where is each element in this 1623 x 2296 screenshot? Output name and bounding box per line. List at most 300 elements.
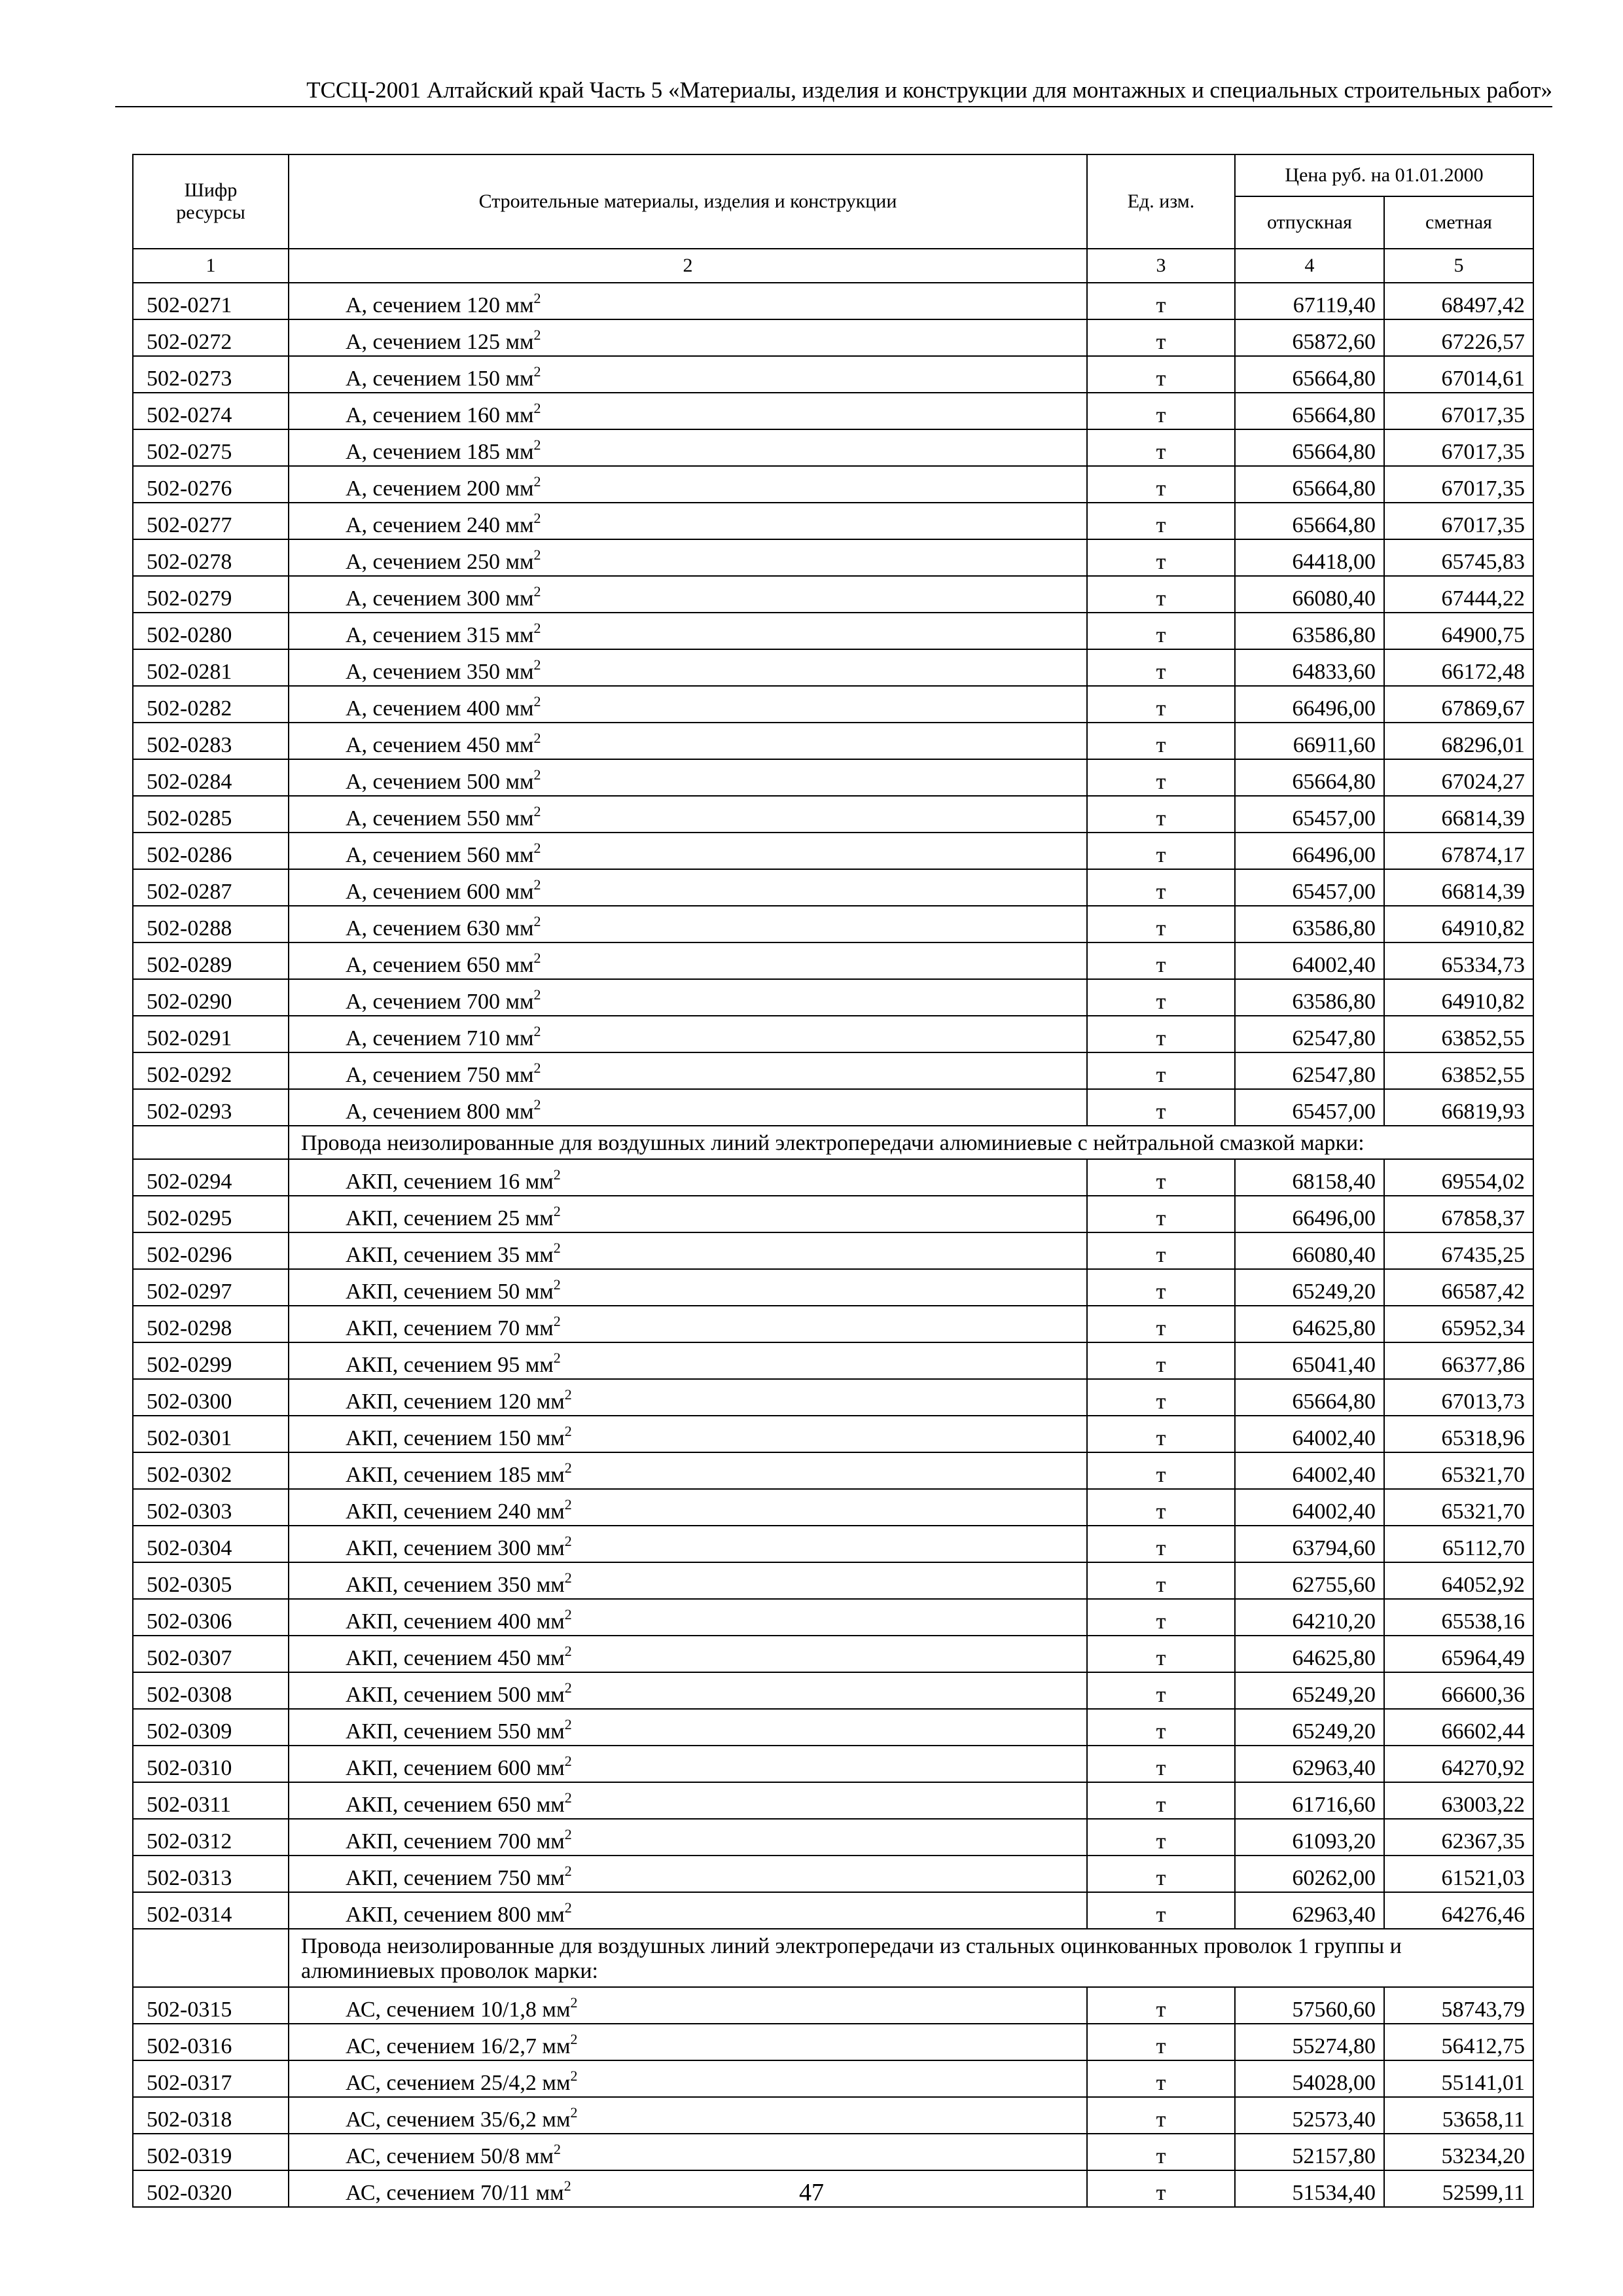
estimate-price-cell: 67024,27 (1384, 759, 1533, 796)
unit-superscript: 2 (564, 1460, 572, 1476)
material-name-cell (289, 1416, 1087, 1452)
resource-code-cell: 502-0288 (133, 906, 289, 942)
unit-superscript: 2 (533, 1023, 541, 1039)
material-name-cell (289, 393, 1087, 429)
material-name-cell (289, 1892, 1087, 1929)
estimate-price-cell: 64910,82 (1384, 906, 1533, 942)
material-name-cell (289, 1089, 1087, 1126)
table-row (133, 1782, 1533, 1819)
estimate-price-cell: 65952,34 (1384, 1306, 1533, 1342)
material-name-cell (289, 1526, 1087, 1562)
unit-superscript: 2 (564, 1386, 572, 1403)
material-name-cell (289, 906, 1087, 942)
estimate-price-cell: 56412,75 (1384, 2024, 1533, 2060)
column-header-code: Шифр ресурсы (133, 154, 289, 249)
resource-code-cell: 502-0315 (133, 1987, 289, 2024)
resource-code-cell: 502-0285 (133, 796, 289, 833)
release-price-cell: 66496,00 (1235, 1196, 1384, 1232)
table-row (133, 1489, 1533, 1526)
release-price-cell: 64210,20 (1235, 1599, 1384, 1636)
unit-cell: т (1087, 1636, 1235, 1672)
unit-superscript: 2 (564, 1789, 572, 1806)
unit-superscript: 2 (570, 1994, 578, 2011)
resource-code-cell: 502-0276 (133, 466, 289, 503)
material-name-cell (289, 1709, 1087, 1746)
material-name-cell (289, 833, 1087, 869)
material-name: А, сечением 800 мм (346, 1100, 534, 1124)
header-divider (115, 106, 1552, 107)
section-code-cell (133, 1126, 289, 1159)
page-header: ТССЦ-2001 Алтайский край Часть 5 «Материалы, изделия и конструкции для монтажных и специальных строительных работ» (306, 77, 1552, 103)
material-name: АКП, сечением 650 мм (346, 1793, 565, 1817)
resource-code-cell: 502-0281 (133, 649, 289, 686)
material-name-cell (289, 1016, 1087, 1052)
resource-code-cell: 502-0305 (133, 1562, 289, 1599)
unit-superscript: 2 (533, 327, 541, 343)
estimate-price-cell: 52599,11 (1384, 2170, 1533, 2207)
table-row (133, 1379, 1533, 1416)
estimate-price-cell: 65964,49 (1384, 1636, 1533, 1672)
release-price-cell: 66080,40 (1235, 576, 1384, 613)
unit-superscript: 2 (553, 1276, 561, 1293)
estimate-price-cell: 61521,03 (1384, 1856, 1533, 1892)
table-row (133, 1562, 1533, 1599)
unit-superscript: 2 (533, 400, 541, 416)
unit-cell: т (1087, 356, 1235, 393)
material-name: АКП, сечением 700 мм (346, 1829, 565, 1854)
release-price-cell: 65457,00 (1235, 1089, 1384, 1126)
material-name-cell (289, 1379, 1087, 1416)
estimate-price-cell: 66814,39 (1384, 796, 1533, 833)
estimate-price-cell: 67226,57 (1384, 319, 1533, 356)
material-name: А, сечением 250 мм (346, 550, 534, 574)
table-row (133, 1709, 1533, 1746)
material-name: А, сечением 560 мм (346, 843, 534, 867)
material-name-cell (289, 2134, 1087, 2170)
estimate-price-cell: 66814,39 (1384, 869, 1533, 906)
estimate-price-cell: 65745,83 (1384, 539, 1533, 576)
unit-superscript: 2 (533, 437, 541, 453)
unit-cell: т (1087, 1159, 1235, 1196)
resource-code-cell: 502-0286 (133, 833, 289, 869)
estimate-price-cell: 68296,01 (1384, 723, 1533, 759)
estimate-price-cell: 64900,75 (1384, 613, 1533, 649)
estimate-price-cell: 65538,16 (1384, 1599, 1533, 1636)
table-row (133, 796, 1533, 833)
estimate-price-cell: 63003,22 (1384, 1782, 1533, 1819)
material-name: АС, сечением 25/4,2 мм (346, 2071, 571, 2095)
estimate-price-cell: 65321,70 (1384, 1452, 1533, 1489)
resource-code-cell: 502-0282 (133, 686, 289, 723)
table-row (133, 393, 1533, 429)
material-name-cell (289, 613, 1087, 649)
table-row (133, 1599, 1533, 1636)
estimate-price-cell: 65112,70 (1384, 1526, 1533, 1562)
unit-cell: т (1087, 1562, 1235, 1599)
unit-cell: т (1087, 393, 1235, 429)
resource-code-cell: 502-0283 (133, 723, 289, 759)
resource-code-cell: 502-0311 (133, 1782, 289, 1819)
resource-code-cell: 502-0273 (133, 356, 289, 393)
unit-cell: т (1087, 1052, 1235, 1089)
unit-cell: т (1087, 942, 1235, 979)
release-price-cell: 65457,00 (1235, 869, 1384, 906)
section-row (133, 1126, 1533, 1159)
release-price-cell: 63794,60 (1235, 1526, 1384, 1562)
unit-superscript: 2 (533, 473, 541, 490)
release-price-cell: 52573,40 (1235, 2097, 1384, 2134)
resource-code-cell: 502-0316 (133, 2024, 289, 2060)
release-price-cell: 65664,80 (1235, 393, 1384, 429)
release-price-cell: 63586,80 (1235, 979, 1384, 1016)
unit-superscript: 2 (553, 1166, 561, 1183)
material-name: АКП, сечением 150 мм (346, 1426, 565, 1450)
column-number: 1 (133, 249, 289, 283)
unit-cell: т (1087, 1987, 1235, 2024)
estimate-price-cell: 67435,25 (1384, 1232, 1533, 1269)
unit-superscript: 2 (553, 1203, 561, 1219)
resource-code-cell: 502-0284 (133, 759, 289, 796)
material-name-cell (289, 1782, 1087, 1819)
unit-cell: т (1087, 1892, 1235, 1929)
estimate-price-cell: 64276,46 (1384, 1892, 1533, 1929)
unit-superscript: 2 (533, 510, 541, 526)
material-name: А, сечением 650 мм (346, 953, 534, 977)
estimate-price-cell: 55141,01 (1384, 2060, 1533, 2097)
unit-cell: т (1087, 1306, 1235, 1342)
unit-superscript: 2 (564, 1716, 572, 1732)
table-row (133, 2097, 1533, 2134)
material-name: АКП, сечением 120 мм (346, 1390, 565, 1414)
unit-superscript: 2 (533, 693, 541, 709)
release-price-cell: 57560,60 (1235, 1987, 1384, 2024)
release-price-cell: 65249,20 (1235, 1269, 1384, 1306)
table-row (133, 1159, 1533, 1196)
release-price-cell: 65664,80 (1235, 429, 1384, 466)
unit-superscript: 2 (533, 950, 541, 966)
material-name-cell (289, 283, 1087, 319)
material-name: А, сечением 630 мм (346, 916, 534, 941)
unit-superscript: 2 (533, 730, 541, 746)
unit-cell: т (1087, 1709, 1235, 1746)
unit-cell: т (1087, 283, 1235, 319)
estimate-price-cell: 66172,48 (1384, 649, 1533, 686)
resource-code-cell: 502-0295 (133, 1196, 289, 1232)
resource-code-cell: 502-0310 (133, 1746, 289, 1782)
table-row (133, 429, 1533, 466)
estimate-price-cell: 63852,55 (1384, 1016, 1533, 1052)
table-row (133, 869, 1533, 906)
unit-superscript: 2 (564, 1899, 572, 1916)
release-price-cell: 52157,80 (1235, 2134, 1384, 2170)
material-name: АС, сечением 10/1,8 мм (346, 1998, 571, 2022)
unit-cell: т (1087, 503, 1235, 539)
unit-superscript: 2 (533, 766, 541, 783)
table-row (133, 1269, 1533, 1306)
unit-superscript: 2 (553, 1350, 561, 1366)
column-number: 5 (1384, 249, 1533, 283)
resource-code-cell: 502-0301 (133, 1416, 289, 1452)
unit-superscript: 2 (533, 656, 541, 673)
table-row (133, 2134, 1533, 2170)
unit-superscript: 2 (564, 1570, 572, 1586)
material-name-cell (289, 2097, 1087, 2134)
release-price-cell: 65664,80 (1235, 466, 1384, 503)
table-row (133, 2060, 1533, 2097)
release-price-cell: 65664,80 (1235, 1379, 1384, 1416)
material-name: А, сечением 710 мм (346, 1026, 534, 1050)
material-name-cell (289, 1746, 1087, 1782)
resource-code-cell: 502-0307 (133, 1636, 289, 1672)
material-name: АКП, сечением 70 мм (346, 1316, 554, 1340)
release-price-cell: 60262,00 (1235, 1856, 1384, 1892)
unit-superscript: 2 (564, 1423, 572, 1439)
material-name-cell (289, 1196, 1087, 1232)
resource-code-cell: 502-0313 (133, 1856, 289, 1892)
material-name: А, сечением 200 мм (346, 476, 534, 501)
material-name-cell (289, 319, 1087, 356)
material-name: А, сечением 120 мм (346, 293, 534, 317)
unit-cell: т (1087, 2097, 1235, 2134)
resource-code-cell: 502-0297 (133, 1269, 289, 1306)
estimate-price-cell: 67017,35 (1384, 503, 1533, 539)
unit-cell: т (1087, 2024, 1235, 2060)
estimate-price-cell: 66602,44 (1384, 1709, 1533, 1746)
table-row (133, 1987, 1533, 2024)
table-row (133, 1819, 1533, 1856)
section-heading: Провода неизолированные для воздушных линий электропередачи из стальных оцинкованных проволок 1 группы и алюминиевых проволок марки: (289, 1929, 1533, 1987)
unit-cell: т (1087, 319, 1235, 356)
table-row (133, 1016, 1533, 1052)
unit-cell: т (1087, 2170, 1235, 2207)
estimate-price-cell: 67017,35 (1384, 393, 1533, 429)
unit-cell: т (1087, 759, 1235, 796)
resource-code-cell: 502-0274 (133, 393, 289, 429)
resource-code-cell: 502-0319 (133, 2134, 289, 2170)
release-price-cell: 65041,40 (1235, 1342, 1384, 1379)
table-row (133, 1672, 1533, 1709)
material-name-cell (289, 466, 1087, 503)
estimate-price-cell: 67013,73 (1384, 1379, 1533, 1416)
release-price-cell: 51534,40 (1235, 2170, 1384, 2207)
unit-superscript: 2 (533, 1060, 541, 1076)
estimate-price-cell: 67869,67 (1384, 686, 1533, 723)
material-name: А, сечением 550 мм (346, 806, 534, 831)
release-price-cell: 65249,20 (1235, 1672, 1384, 1709)
release-price-cell: 64625,80 (1235, 1636, 1384, 1672)
material-name: АС, сечением 35/6,2 мм (346, 2108, 571, 2132)
resource-code-cell: 502-0304 (133, 1526, 289, 1562)
table-row (133, 576, 1533, 613)
table-row (133, 906, 1533, 942)
table-row (133, 942, 1533, 979)
unit-superscript: 2 (564, 1826, 572, 1842)
unit-cell: т (1087, 1526, 1235, 1562)
material-name-cell (289, 503, 1087, 539)
unit-cell: т (1087, 1196, 1235, 1232)
material-name: АКП, сечением 500 мм (346, 1683, 565, 1707)
estimate-price-cell: 58743,79 (1384, 1987, 1533, 2024)
unit-cell: т (1087, 1016, 1235, 1052)
resource-code-cell: 502-0302 (133, 1452, 289, 1489)
material-name: АКП, сечением 185 мм (346, 1463, 565, 1487)
estimate-price-cell: 65321,70 (1384, 1489, 1533, 1526)
material-name: А, сечением 240 мм (346, 513, 534, 537)
section-code-cell (133, 1929, 289, 1987)
release-price-cell: 65249,20 (1235, 1709, 1384, 1746)
unit-cell: т (1087, 1672, 1235, 1709)
resource-code-cell: 502-0320 (133, 2170, 289, 2207)
table-row (133, 1746, 1533, 1782)
unit-superscript: 2 (564, 1679, 572, 1696)
material-name-cell (289, 686, 1087, 723)
estimate-price-cell: 63852,55 (1384, 1052, 1533, 1089)
table-row (133, 1196, 1533, 1232)
table-row (133, 1526, 1533, 1562)
resource-code-cell: 502-0290 (133, 979, 289, 1016)
table-row (133, 1342, 1533, 1379)
material-name-cell (289, 2060, 1087, 2097)
resource-code-cell: 502-0292 (133, 1052, 289, 1089)
material-name-cell (289, 1342, 1087, 1379)
material-name: АКП, сечением 240 мм (346, 1499, 565, 1524)
unit-superscript: 2 (553, 1240, 561, 1256)
resource-code-cell: 502-0277 (133, 503, 289, 539)
resource-code-cell: 502-0278 (133, 539, 289, 576)
estimate-price-cell: 67017,35 (1384, 466, 1533, 503)
unit-superscript: 2 (553, 1313, 561, 1329)
unit-superscript: 2 (564, 1496, 572, 1513)
release-price-cell: 65457,00 (1235, 796, 1384, 833)
unit-cell: т (1087, 1489, 1235, 1526)
unit-cell: т (1087, 2060, 1235, 2097)
unit-superscript: 2 (553, 2141, 561, 2157)
unit-cell: т (1087, 1782, 1235, 1819)
column-number: 2 (289, 249, 1087, 283)
release-price-cell: 63586,80 (1235, 906, 1384, 942)
unit-cell: т (1087, 906, 1235, 942)
unit-superscript: 2 (533, 913, 541, 929)
resource-code-cell: 502-0306 (133, 1599, 289, 1636)
release-price-cell: 62963,40 (1235, 1746, 1384, 1782)
table-row (133, 979, 1533, 1016)
material-name-cell (289, 539, 1087, 576)
column-header-estimate-price: сметная (1384, 196, 1533, 249)
release-price-cell: 65664,80 (1235, 503, 1384, 539)
release-price-cell: 68158,40 (1235, 1159, 1384, 1196)
resource-code-cell: 502-0299 (133, 1342, 289, 1379)
resource-code-cell: 502-0293 (133, 1089, 289, 1126)
release-price-cell: 64002,40 (1235, 1452, 1384, 1489)
unit-superscript: 2 (533, 547, 541, 563)
table-row (133, 1892, 1533, 1929)
table-row (133, 1636, 1533, 1672)
material-name-cell (289, 2024, 1087, 2060)
table-row (133, 319, 1533, 356)
page-number: 47 (799, 2179, 824, 2206)
unit-superscript: 2 (570, 2031, 578, 2047)
resource-code-cell: 502-0289 (133, 942, 289, 979)
material-name-cell (289, 1599, 1087, 1636)
material-name: АКП, сечением 35 мм (346, 1243, 554, 1267)
release-price-cell: 64002,40 (1235, 942, 1384, 979)
column-header-release-price: отпускная (1235, 196, 1384, 249)
unit-superscript: 2 (533, 363, 541, 380)
table-row (133, 356, 1533, 393)
material-name-cell (289, 1306, 1087, 1342)
material-name: А, сечением 400 мм (346, 696, 534, 721)
table-row (133, 2024, 1533, 2060)
unit-superscript: 2 (564, 1533, 572, 1549)
table-row (133, 503, 1533, 539)
unit-cell: т (1087, 539, 1235, 576)
table-row (133, 1856, 1533, 1892)
resource-code-cell: 502-0298 (133, 1306, 289, 1342)
estimate-price-cell: 69554,02 (1384, 1159, 1533, 1196)
unit-cell: т (1087, 1269, 1235, 1306)
release-price-cell: 65664,80 (1235, 759, 1384, 796)
release-price-cell: 62963,40 (1235, 1892, 1384, 1929)
resource-code-cell: 502-0271 (133, 283, 289, 319)
estimate-price-cell: 66587,42 (1384, 1269, 1533, 1306)
material-name: А, сечением 700 мм (346, 990, 534, 1014)
table-body (133, 283, 1533, 2207)
release-price-cell: 67119,40 (1235, 283, 1384, 319)
unit-superscript: 2 (533, 986, 541, 1003)
table-row (133, 649, 1533, 686)
material-name-cell (289, 1636, 1087, 1672)
release-price-cell: 61093,20 (1235, 1819, 1384, 1856)
material-name: АС, сечением 50/8 мм (346, 2144, 554, 2168)
unit-cell: т (1087, 2134, 1235, 2170)
unit-cell: т (1087, 1416, 1235, 1452)
table-row (133, 759, 1533, 796)
material-name-cell (289, 429, 1087, 466)
unit-cell: т (1087, 613, 1235, 649)
material-name: А, сечением 315 мм (346, 623, 534, 647)
unit-cell: т (1087, 723, 1235, 759)
resource-code-cell: 502-0314 (133, 1892, 289, 1929)
material-name: АКП, сечением 95 мм (346, 1353, 554, 1377)
resource-code-cell: 502-0312 (133, 1819, 289, 1856)
material-name-cell (289, 979, 1087, 1016)
unit-cell: т (1087, 1232, 1235, 1269)
table-row (133, 1089, 1533, 1126)
resource-code-cell: 502-0296 (133, 1232, 289, 1269)
column-number: 4 (1235, 249, 1384, 283)
release-price-cell: 65664,80 (1235, 356, 1384, 393)
unit-cell: т (1087, 833, 1235, 869)
material-name: А, сечением 450 мм (346, 733, 534, 757)
unit-superscript: 2 (563, 2178, 571, 2194)
material-name: АКП, сечением 400 мм (346, 1609, 565, 1634)
estimate-price-cell: 64910,82 (1384, 979, 1533, 1016)
table-row (133, 1232, 1533, 1269)
estimate-price-cell: 66600,36 (1384, 1672, 1533, 1709)
estimate-price-cell: 53234,20 (1384, 2134, 1533, 2170)
material-name-cell (289, 1159, 1087, 1196)
material-name: А, сечением 125 мм (346, 330, 534, 354)
column-header-name: Строительные материалы, изделия и конструкции (289, 154, 1087, 249)
resource-code-cell: 502-0294 (133, 1159, 289, 1196)
unit-cell: т (1087, 1452, 1235, 1489)
unit-superscript: 2 (533, 876, 541, 893)
unit-superscript: 2 (533, 290, 541, 306)
unit-cell: т (1087, 979, 1235, 1016)
table-row (133, 723, 1533, 759)
table-row (133, 1052, 1533, 1089)
release-price-cell: 64833,60 (1235, 649, 1384, 686)
